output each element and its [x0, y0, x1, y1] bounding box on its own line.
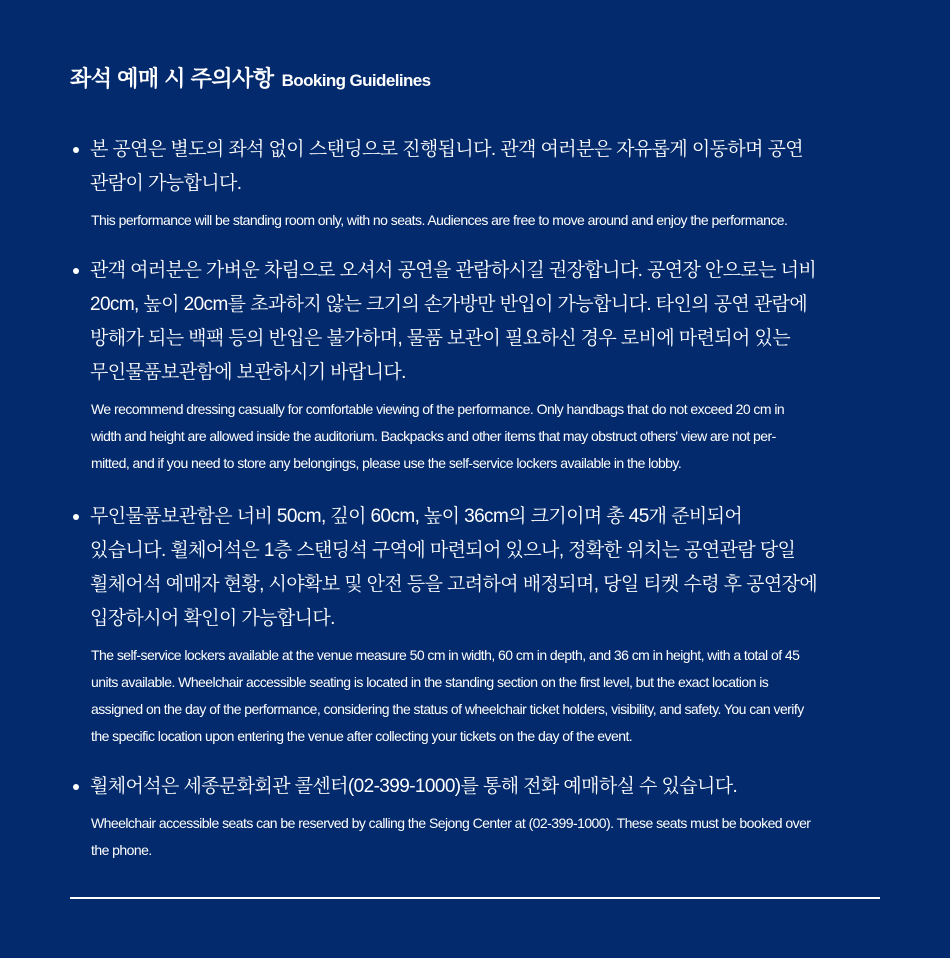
guideline-english	[91, 642, 890, 750]
guideline-english	[91, 207, 890, 234]
guideline-item	[70, 770, 890, 864]
bullet-icon	[73, 514, 79, 520]
text-line: assigned on the day of the performance, considering the status of wheelchair ticket holders, visibility, and safety. You can verify	[91, 701, 804, 717]
text-line: units available. Wheelchair accessible seating is located in the standing section on the first level, but the exact location is	[91, 674, 769, 690]
guideline-item	[70, 254, 890, 477]
text-line: 입장하시어 확인이 가능합니다.	[90, 608, 335, 629]
text-line: 무인물품보관함은 너비 50cm, 깊이 60cm, 높이 36cm의 크기이며 총 45개 준비되어	[90, 506, 743, 527]
text-line: 방해가 되는 백팩 등의 반입은 불가하며, 물품 보관이 필요하신 경우 로비에 마련되어 있는	[90, 328, 790, 349]
page-title	[70, 62, 430, 93]
text-line: 관람이 가능합니다.	[90, 173, 242, 194]
text-line: width and height are allowed inside the auditorium. Backpacks and other items that may obstruct others' view are not per-	[91, 428, 776, 444]
bullet-icon	[73, 784, 79, 790]
text-line: 휠체어석은 세종문화회관 콜센터(02-399-1000)를 통해 전화 예매하실 수 있습니다.	[90, 776, 738, 797]
title-korean: 좌석 예매 시 주의사항	[70, 66, 274, 91]
divider	[70, 897, 880, 899]
text-line: 있습니다. 휠체어석은 1층 스탠딩석 구역에 마련되어 있으나, 정확한 위치는 공연관람 당일	[90, 540, 796, 561]
title-english: Booking Guidelines	[281, 71, 431, 90]
guideline-english	[91, 810, 890, 864]
guideline-item	[70, 500, 890, 750]
text-line: 20cm, 높이 20cm를 초과하지 않는 크기의 손가방만 반입이 가능합니다. 타인의 공연 관람에	[90, 294, 808, 315]
text-line: 관객 여러분은 가벼운 차림으로 오셔서 공연을 관람하시길 권장합니다. 공연장 안으로는 너비	[90, 260, 817, 281]
guideline-item	[70, 133, 890, 234]
text-line: Wheelchair accessible seats can be reserved by calling the Sejong Center at (02-399-1000). These seats must be booked over	[91, 815, 811, 831]
text-line: 본 공연은 별도의 좌석 없이 스탠딩으로 진행됩니다. 관객 여러분은 자유롭게 이동하며 공연	[90, 139, 804, 160]
guideline-korean	[90, 254, 890, 390]
guideline-korean	[90, 133, 890, 201]
guideline-korean	[90, 500, 890, 636]
text-line: the specific location upon entering the venue after collecting your tickets on the day of the event.	[91, 728, 633, 744]
bullet-icon	[73, 268, 79, 274]
text-line: The self-service lockers available at the venue measure 50 cm in width, 60 cm in depth, and 36 cm in height, with a total of 45	[91, 647, 800, 663]
bullet-icon	[73, 147, 79, 153]
guideline-english	[91, 396, 890, 477]
text-line: 무인물품보관함에 보관하시기 바랍니다.	[90, 362, 406, 383]
text-line: We recommend dressing casually for comfortable viewing of the performance. Only handbags that do not exceed 20 cm in	[91, 401, 785, 417]
text-line: 휠체어석 예매자 현황, 시야확보 및 안전 등을 고려하여 배정되며, 당일 티켓 수령 후 공연장에	[90, 574, 818, 595]
text-line: This performance will be standing room only, with no seats. Audiences are free to move around and enjoy the performance.	[91, 212, 788, 228]
text-line: the phone.	[91, 842, 152, 858]
guideline-korean	[90, 770, 890, 804]
text-line: mitted, and if you need to store any belongings, please use the self-service lockers available in the lobby.	[91, 455, 682, 471]
